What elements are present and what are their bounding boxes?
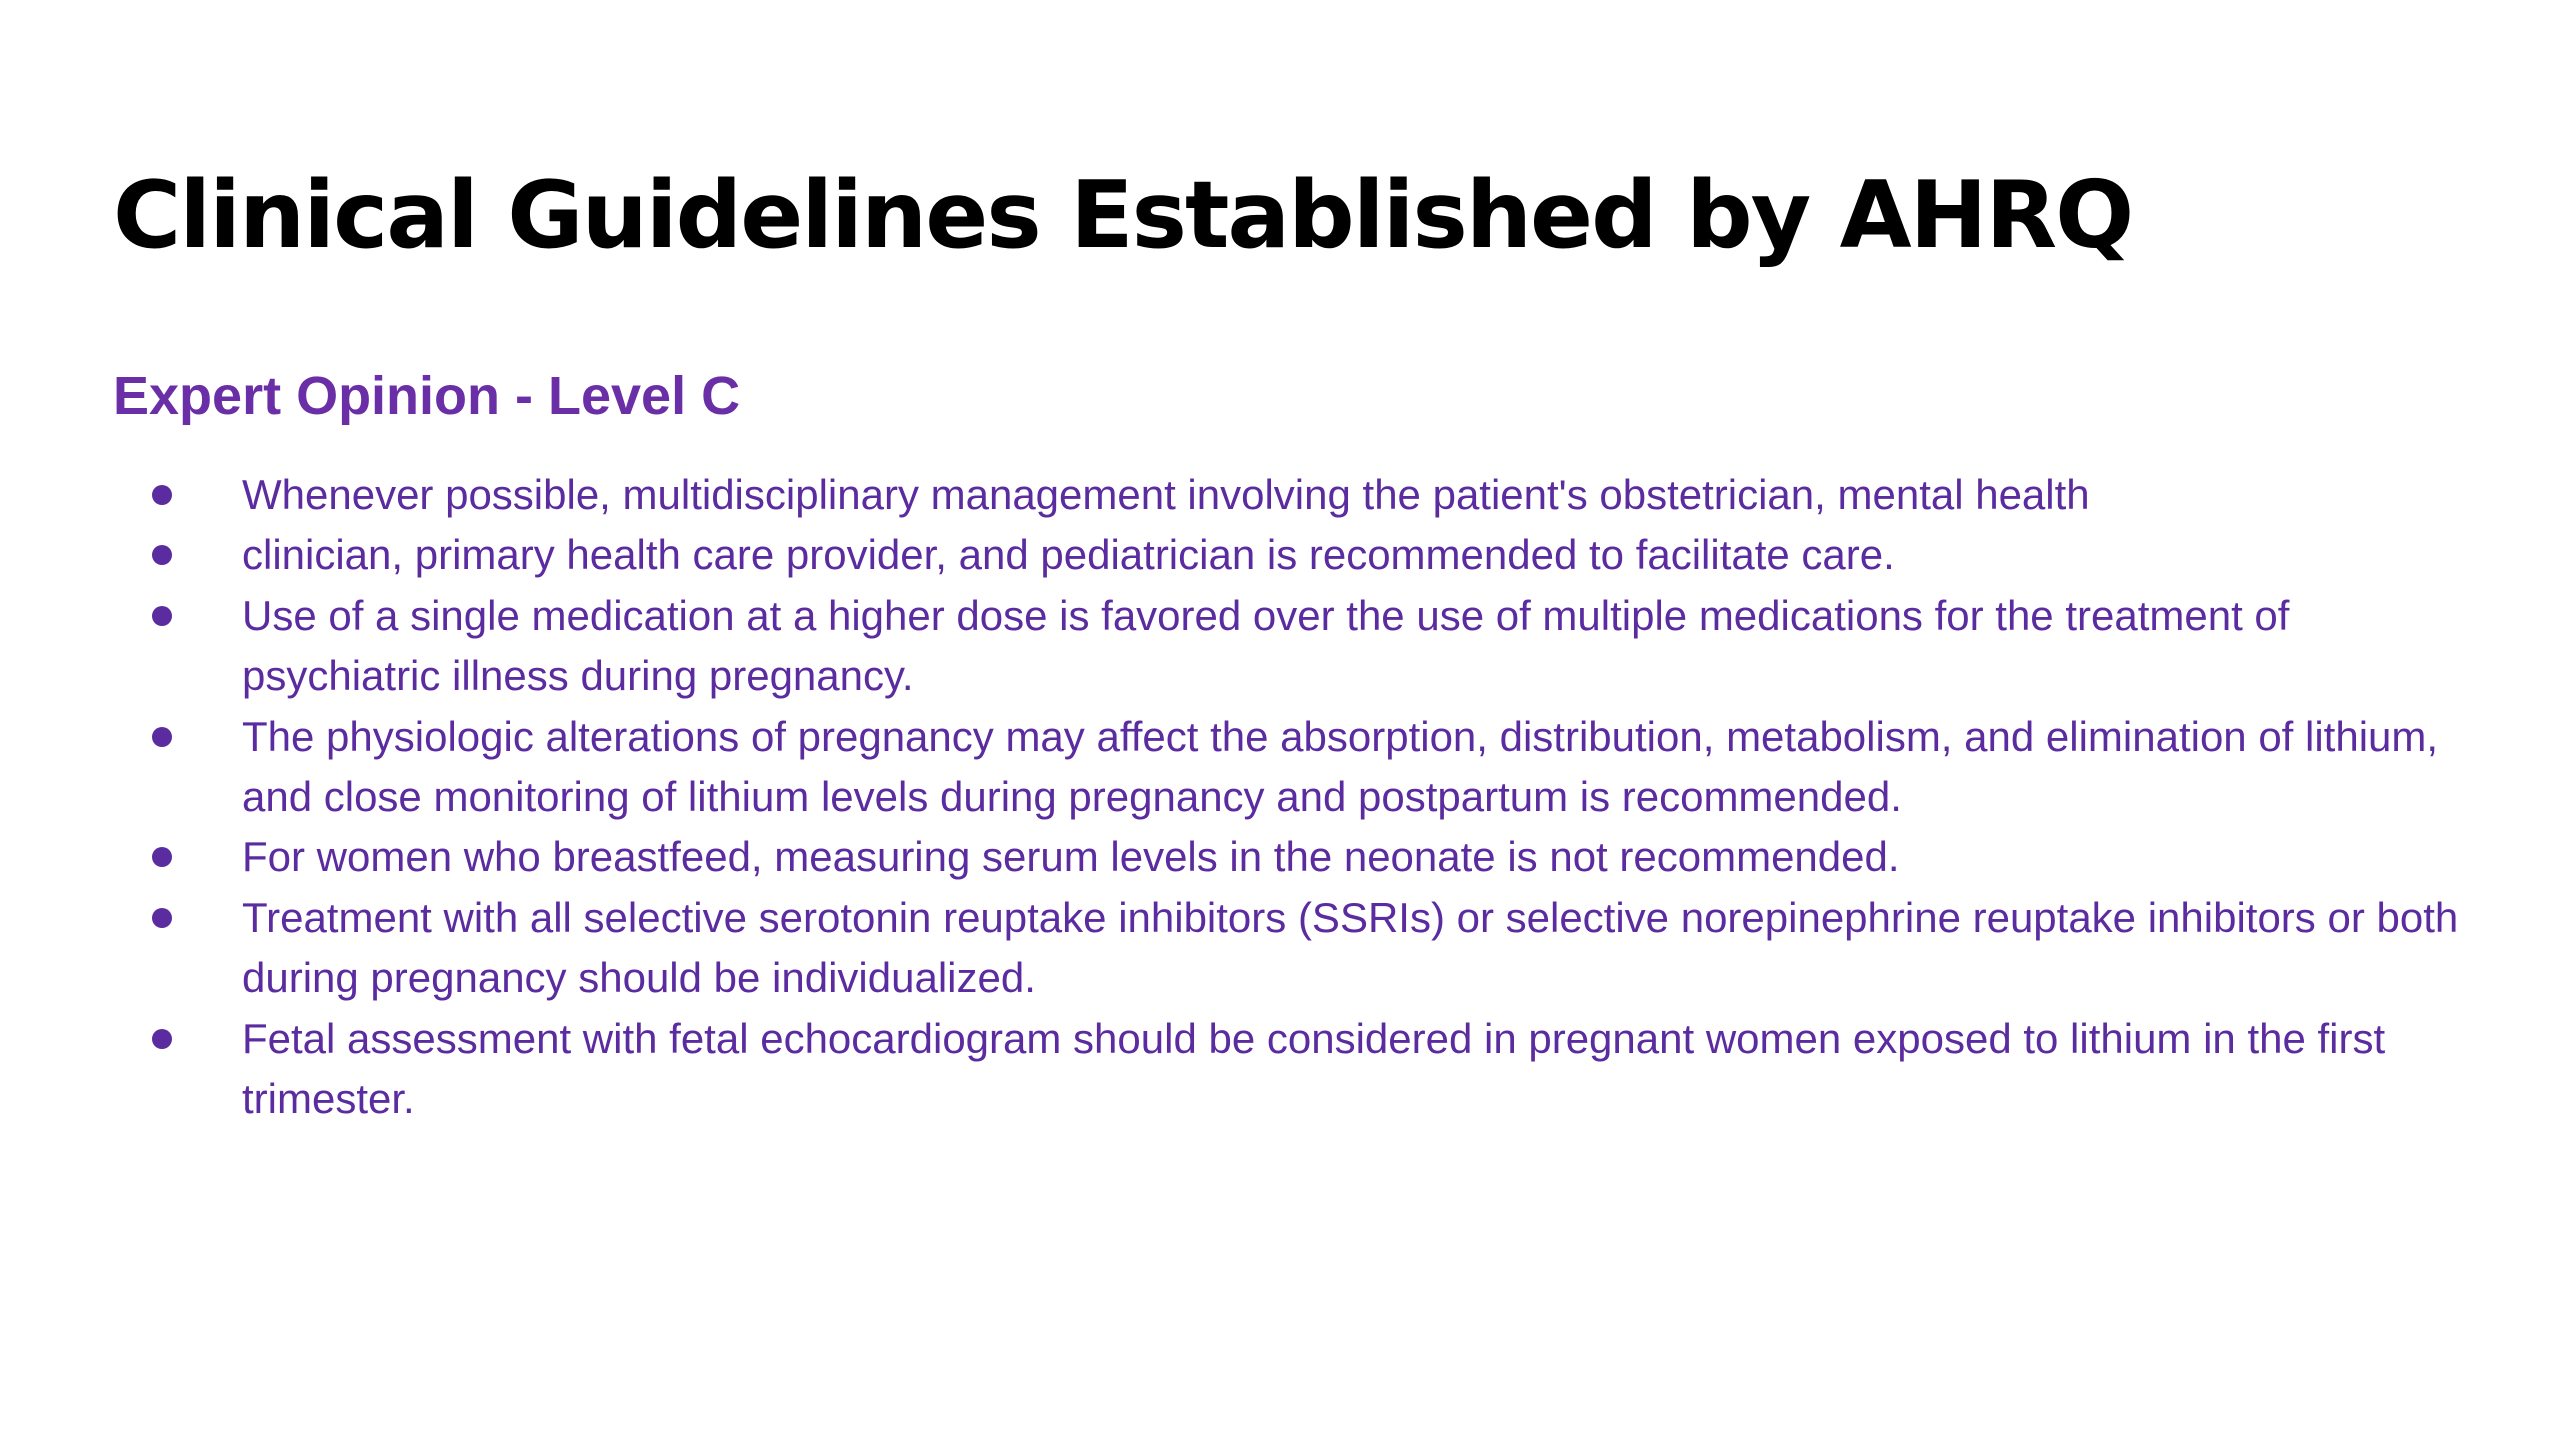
slide-title: Clinical Guidelines Established by AHRQ — [113, 161, 2133, 269]
bullet-item — [0, 888, 2482, 1009]
bullet-text: Fetal assessment with fetal echocardiogram should be considered in pregnant women exposed to lithium in the first trimester. — [242, 1014, 2386, 1123]
bullet-icon — [152, 908, 172, 928]
bullet-icon — [152, 545, 172, 565]
bullet-text: Whenever possible, multidisciplinary management involving the patient's obstetrician, mental health — [242, 471, 2090, 518]
bullet-text: The physiologic alterations of pregnancy may affect the absorption, distribution, metabolism, and elimination of lithium, and close monitoring of lithium levels during pregnancy and postpartum is recommended. — [242, 712, 2439, 821]
bullet-item — [0, 707, 2482, 828]
bullet-icon — [152, 1029, 172, 1049]
bullet-list — [0, 465, 2560, 1129]
bullet-text: Use of a single medication at a higher dose is favored over the use of multiple medications for the treatment of psychiatric illness during pregnancy. — [242, 591, 2290, 700]
bullet-text: For women who breastfeed, measuring serum levels in the neonate is not recommended. — [242, 833, 1900, 881]
bullet-icon — [152, 606, 172, 626]
bullet-icon — [152, 847, 172, 867]
bullet-item — [0, 465, 2482, 525]
bullet-icon — [152, 485, 172, 505]
bullet-item — [0, 1009, 2482, 1130]
bullet-icon — [152, 727, 172, 747]
bullet-text: clinician, primary health care provider, and pediatrician is recommended to facilitate care. — [242, 531, 1895, 579]
bullet-item — [0, 586, 2482, 707]
bullet-item — [0, 525, 2482, 585]
bullet-text: Treatment with all selective serotonin reuptake inhibitors (SSRIs) or selective norepinephrine reuptake inhibitors or both during pregnancy should be individualized. — [242, 893, 2459, 1002]
slide-subtitle: Expert Opinion - Level C — [113, 366, 741, 426]
bullet-item — [0, 827, 2482, 887]
